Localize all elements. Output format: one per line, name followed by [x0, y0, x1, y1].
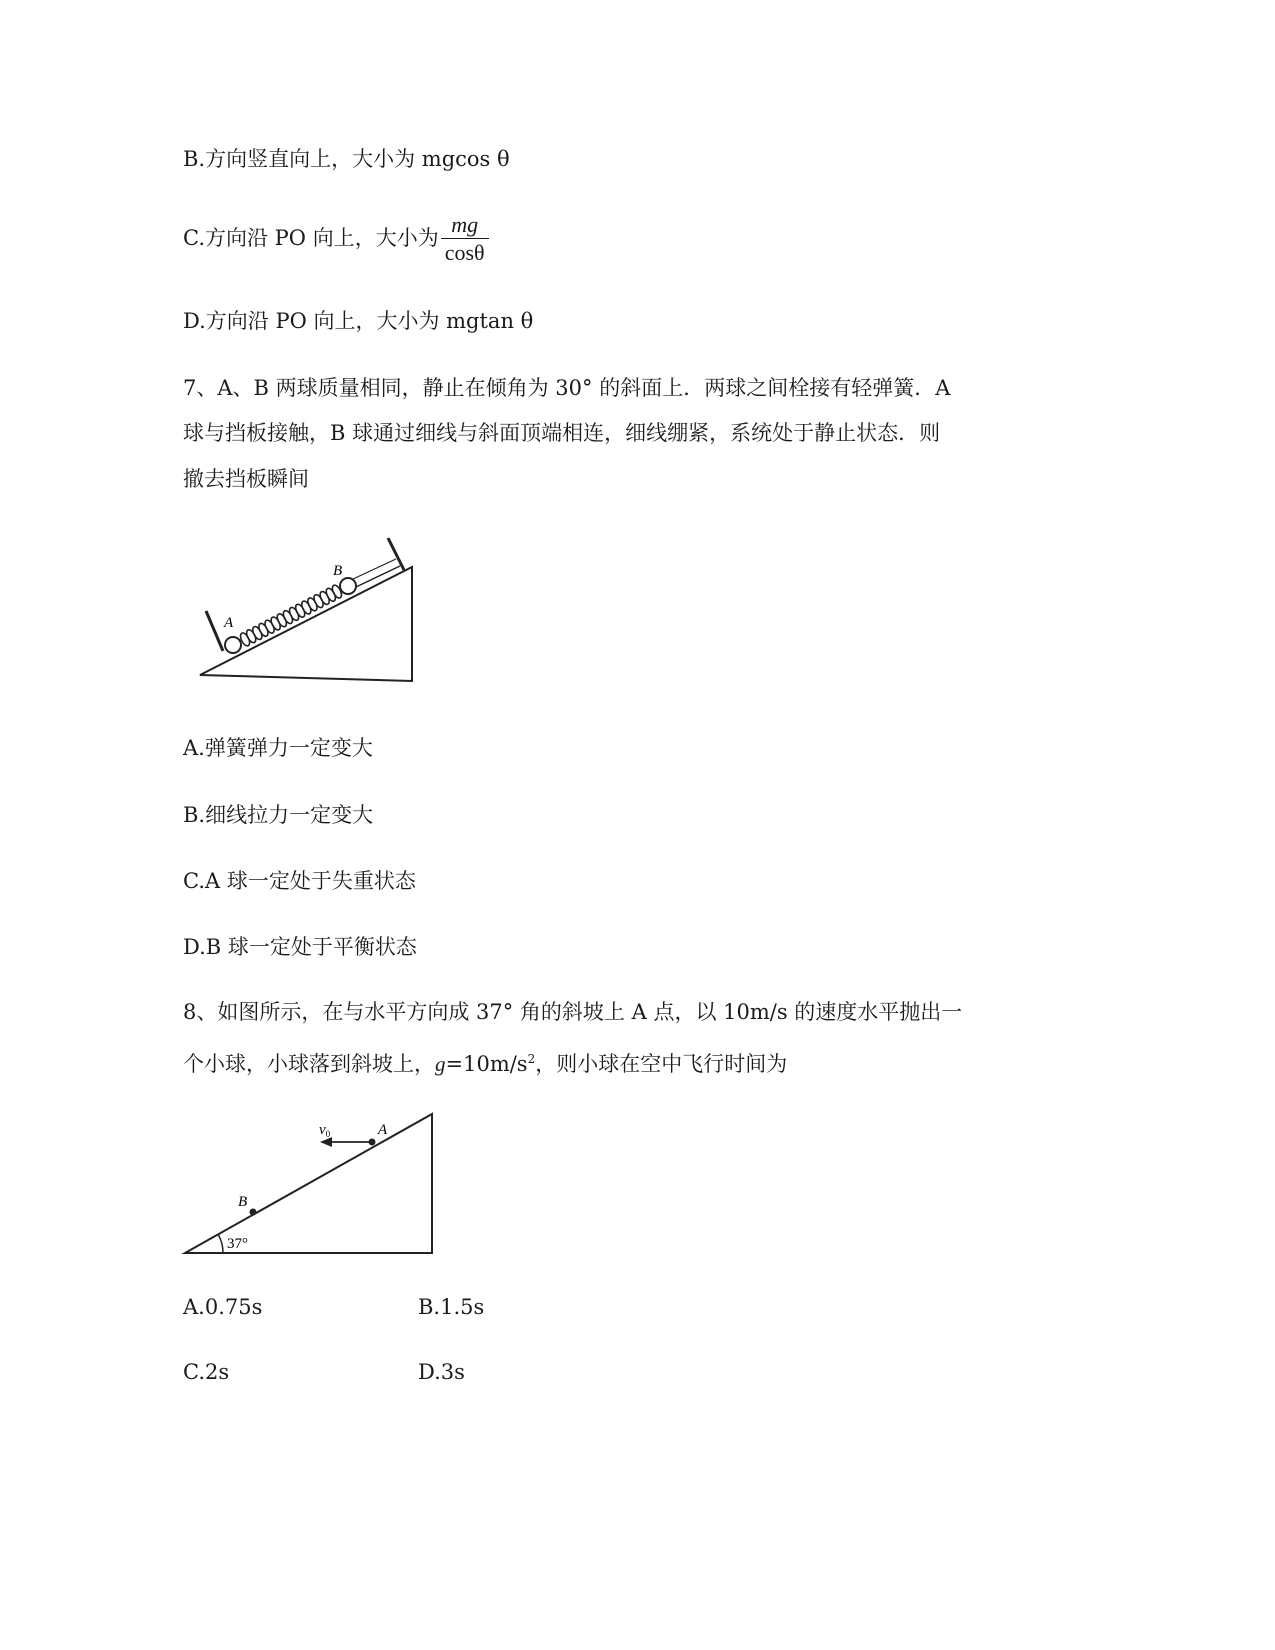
gravity-exponent: 2 [527, 1052, 536, 1066]
label-v0: $v_0$ [319, 1122, 331, 1139]
q7-option-c: C.A 球一定处于失重状态 [183, 869, 416, 893]
gravity-symbol: g [435, 1052, 446, 1076]
label-angle: 37° [227, 1236, 248, 1252]
q8-option-a: A.0.75s [183, 1295, 263, 1319]
label-a: A [378, 1122, 388, 1138]
string-line-2 [353, 559, 396, 579]
q7-stem-line-1: 7、A、B 两球质量相同，静止在倾角为 30° 的斜面上．两球之间栓接有轻弹簧．A [183, 376, 951, 400]
label-a: A [224, 615, 234, 631]
label-b: B [238, 1194, 248, 1210]
fraction-numerator: mg [441, 212, 489, 239]
q8-option-d: D.3s [418, 1360, 465, 1384]
q7-option-a: A.弹簧弹力一定变大 [183, 736, 373, 760]
q7-stem-line-3: 撤去挡板瞬间 [183, 467, 309, 491]
ball-b [340, 578, 356, 594]
angle-arc [218, 1234, 223, 1253]
q8-stem-line-1: 8、如图所示，在与水平方向成 37° 角的斜坡上 A 点，以 10m/s 的速度水平抛出一 [183, 1000, 963, 1024]
ball-a [225, 637, 241, 653]
q7-option-b: B.细线拉力一定变大 [183, 803, 374, 827]
q6-option-d: D.方向沿 PO 向上，大小为 mgtan θ [183, 309, 534, 333]
q7-stem-line-2: 球与挡板接触，B 球通过细线与斜面顶端相连，细线绷紧，系统处于静止状态．则 [183, 421, 941, 445]
slope-triangle [185, 1114, 432, 1253]
q8-slope-figure [180, 1110, 440, 1260]
q7-option-d: D.B 球一定处于平衡状态 [183, 935, 417, 959]
q7-incline-spring-figure [178, 535, 423, 690]
label-b: B [333, 563, 343, 579]
fraction-mg-over-cos [441, 212, 489, 267]
spring [239, 584, 344, 648]
q8-stem-text-c: ，则小球在空中飞行时间为 [535, 1052, 788, 1076]
baffle-plate [206, 611, 223, 651]
q8-stem-line-2 [183, 1044, 787, 1079]
q8-option-c: C.2s [183, 1360, 230, 1384]
fraction-denominator: cosθ [444, 240, 485, 265]
point-b [250, 1209, 257, 1216]
top-post [388, 538, 404, 570]
q6-option-c-text: C.方向沿 PO 向上，大小为 [183, 226, 439, 250]
q6-option-c [183, 212, 489, 267]
q8-stem-text-a: 个小球，小球落到斜坡上， [183, 1052, 435, 1076]
q6-option-b: B.方向竖直向上，大小为 mgcos θ [183, 147, 510, 171]
gravity-value: =10m/s [445, 1052, 528, 1076]
q8-option-b: B.1.5s [418, 1295, 485, 1319]
